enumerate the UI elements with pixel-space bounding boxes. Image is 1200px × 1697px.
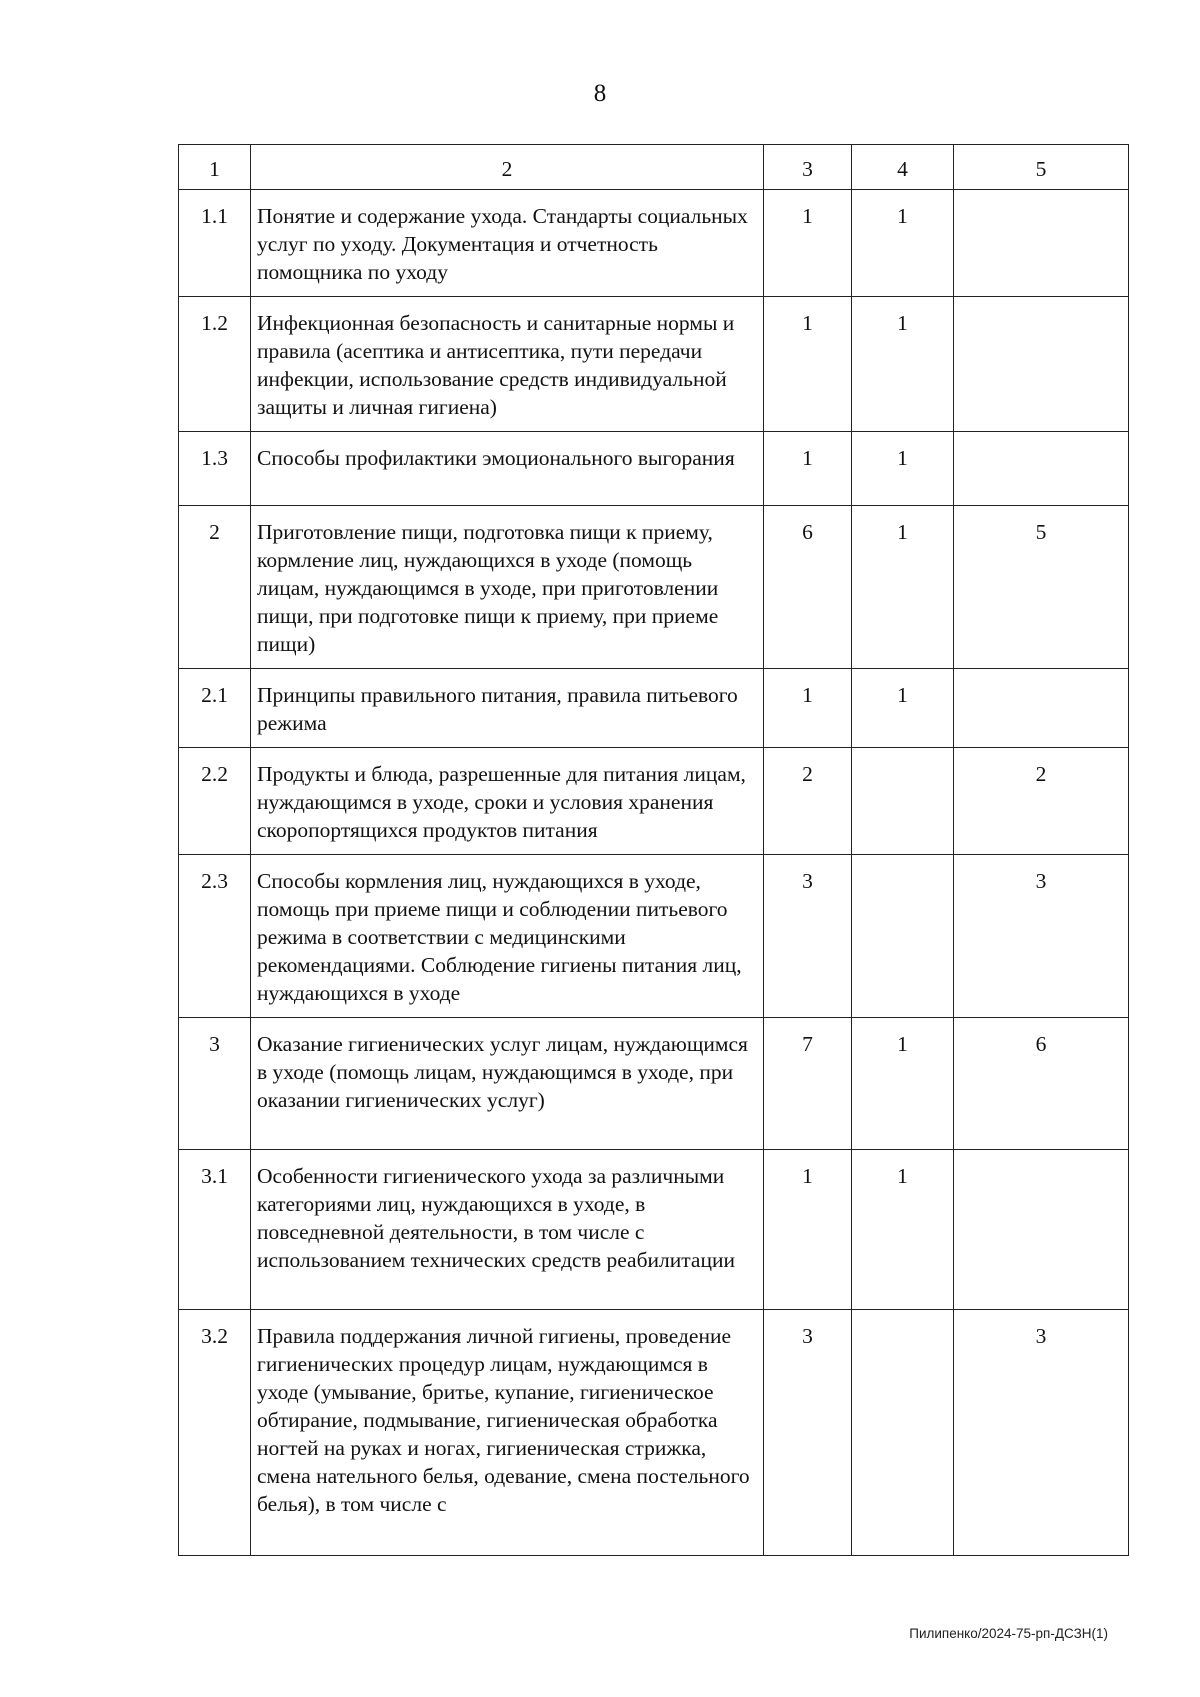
row-number: 2 <box>179 506 251 669</box>
row-number: 3 <box>179 1018 251 1150</box>
row-topic: Способы профилактики эмоционального выгорания <box>251 432 764 506</box>
row-topic: Принципы правильного питания, правила питьевого режима <box>251 669 764 748</box>
table-row <box>179 1018 1129 1150</box>
row-practice-hours: 5 <box>954 506 1129 669</box>
table-row <box>179 748 1129 855</box>
table-row <box>179 1150 1129 1310</box>
row-practice-hours: 3 <box>954 855 1129 1018</box>
row-total-hours: 3 <box>764 1310 852 1556</box>
row-number: 2.1 <box>179 669 251 748</box>
row-number: 3.2 <box>179 1310 251 1556</box>
row-number: 2.3 <box>179 855 251 1018</box>
table-row <box>179 669 1129 748</box>
row-theory-hours <box>852 1310 954 1556</box>
row-total-hours: 3 <box>764 855 852 1018</box>
row-practice-hours <box>954 432 1129 506</box>
table-row <box>179 506 1129 669</box>
row-total-hours: 1 <box>764 669 852 748</box>
row-theory-hours: 1 <box>852 669 954 748</box>
row-number: 3.1 <box>179 1150 251 1310</box>
row-theory-hours: 1 <box>852 1018 954 1150</box>
row-theory-hours: 1 <box>852 190 954 297</box>
row-topic: Особенности гигиенического ухода за различными категориями лиц, нуждающихся в уходе, в повседневной деятельности, в том числе с использованием технических средств реабилитации <box>251 1150 764 1310</box>
curriculum-table <box>178 144 1129 1556</box>
row-total-hours: 1 <box>764 432 852 506</box>
row-theory-hours: 1 <box>852 432 954 506</box>
header-cell: 1 <box>179 145 251 190</box>
row-theory-hours <box>852 748 954 855</box>
row-theory-hours: 1 <box>852 506 954 669</box>
row-number: 2.2 <box>179 748 251 855</box>
row-theory-hours <box>852 855 954 1018</box>
header-cell: 4 <box>852 145 954 190</box>
row-practice-hours <box>954 669 1129 748</box>
header-cell: 2 <box>251 145 764 190</box>
row-total-hours: 1 <box>764 1150 852 1310</box>
row-topic: Оказание гигиенических услуг лицам, нуждающимся в уходе (помощь лицам, нуждающимся в уходе, при оказании гигиенических услуг) <box>251 1018 764 1150</box>
row-practice-hours: 3 <box>954 1310 1129 1556</box>
table-row <box>179 297 1129 432</box>
row-practice-hours <box>954 1150 1129 1310</box>
page-number: 8 <box>593 80 607 107</box>
table-row <box>179 190 1129 297</box>
row-number: 1.2 <box>179 297 251 432</box>
row-number: 1.1 <box>179 190 251 297</box>
document-reference: Пилипенко/2024-75-рп-ДСЗН(1) <box>909 1626 1108 1641</box>
row-topic: Инфекционная безопасность и санитарные нормы и правила (асептика и антисептика, пути передачи инфекции, использование средств индивидуальной защиты и личная гигиена) <box>251 297 764 432</box>
row-topic: Продукты и блюда, разрешенные для питания лицам, нуждающимся в уходе, сроки и условия хранения скоропортящихся продуктов питания <box>251 748 764 855</box>
row-topic: Правила поддержания личной гигиены, проведение гигиенических процедур лицам, нуждающимся в уходе (умывание, бритье, купание, гигиеническое обтирание, подмывание, гигиеническая обработка ногтей на руках и ногах, гигиеническая стрижка, смена нательного белья, одевание, смена постельного белья), в том числе с <box>251 1310 764 1556</box>
row-total-hours: 2 <box>764 748 852 855</box>
table-row <box>179 855 1129 1018</box>
row-practice-hours <box>954 297 1129 432</box>
row-topic: Способы кормления лиц, нуждающихся в уходе, помощь при приеме пищи и соблюдении питьевого режима в соответствии с медицинскими рекомендациями. Соблюдение гигиены питания лиц, нуждающихся в уходе <box>251 855 764 1018</box>
row-total-hours: 1 <box>764 190 852 297</box>
row-number: 1.3 <box>179 432 251 506</box>
table-row <box>179 432 1129 506</box>
row-total-hours: 6 <box>764 506 852 669</box>
row-total-hours: 7 <box>764 1018 852 1150</box>
row-theory-hours: 1 <box>852 297 954 432</box>
row-practice-hours <box>954 190 1129 297</box>
row-topic: Понятие и содержание ухода. Стандарты социальных услуг по уходу. Документация и отчетность помощника по уходу <box>251 190 764 297</box>
row-topic: Приготовление пищи, подготовка пищи к приему, кормление лиц, нуждающихся в уходе (помощь лицам, нуждающимся в уходе, при приготовлении пищи, при подготовке пищи к приему, при приеме пищи) <box>251 506 764 669</box>
header-cell: 3 <box>764 145 852 190</box>
table-row <box>179 1310 1129 1556</box>
row-theory-hours: 1 <box>852 1150 954 1310</box>
row-total-hours: 1 <box>764 297 852 432</box>
table-header-row <box>179 145 1129 190</box>
row-practice-hours: 2 <box>954 748 1129 855</box>
header-cell: 5 <box>954 145 1129 190</box>
row-practice-hours: 6 <box>954 1018 1129 1150</box>
